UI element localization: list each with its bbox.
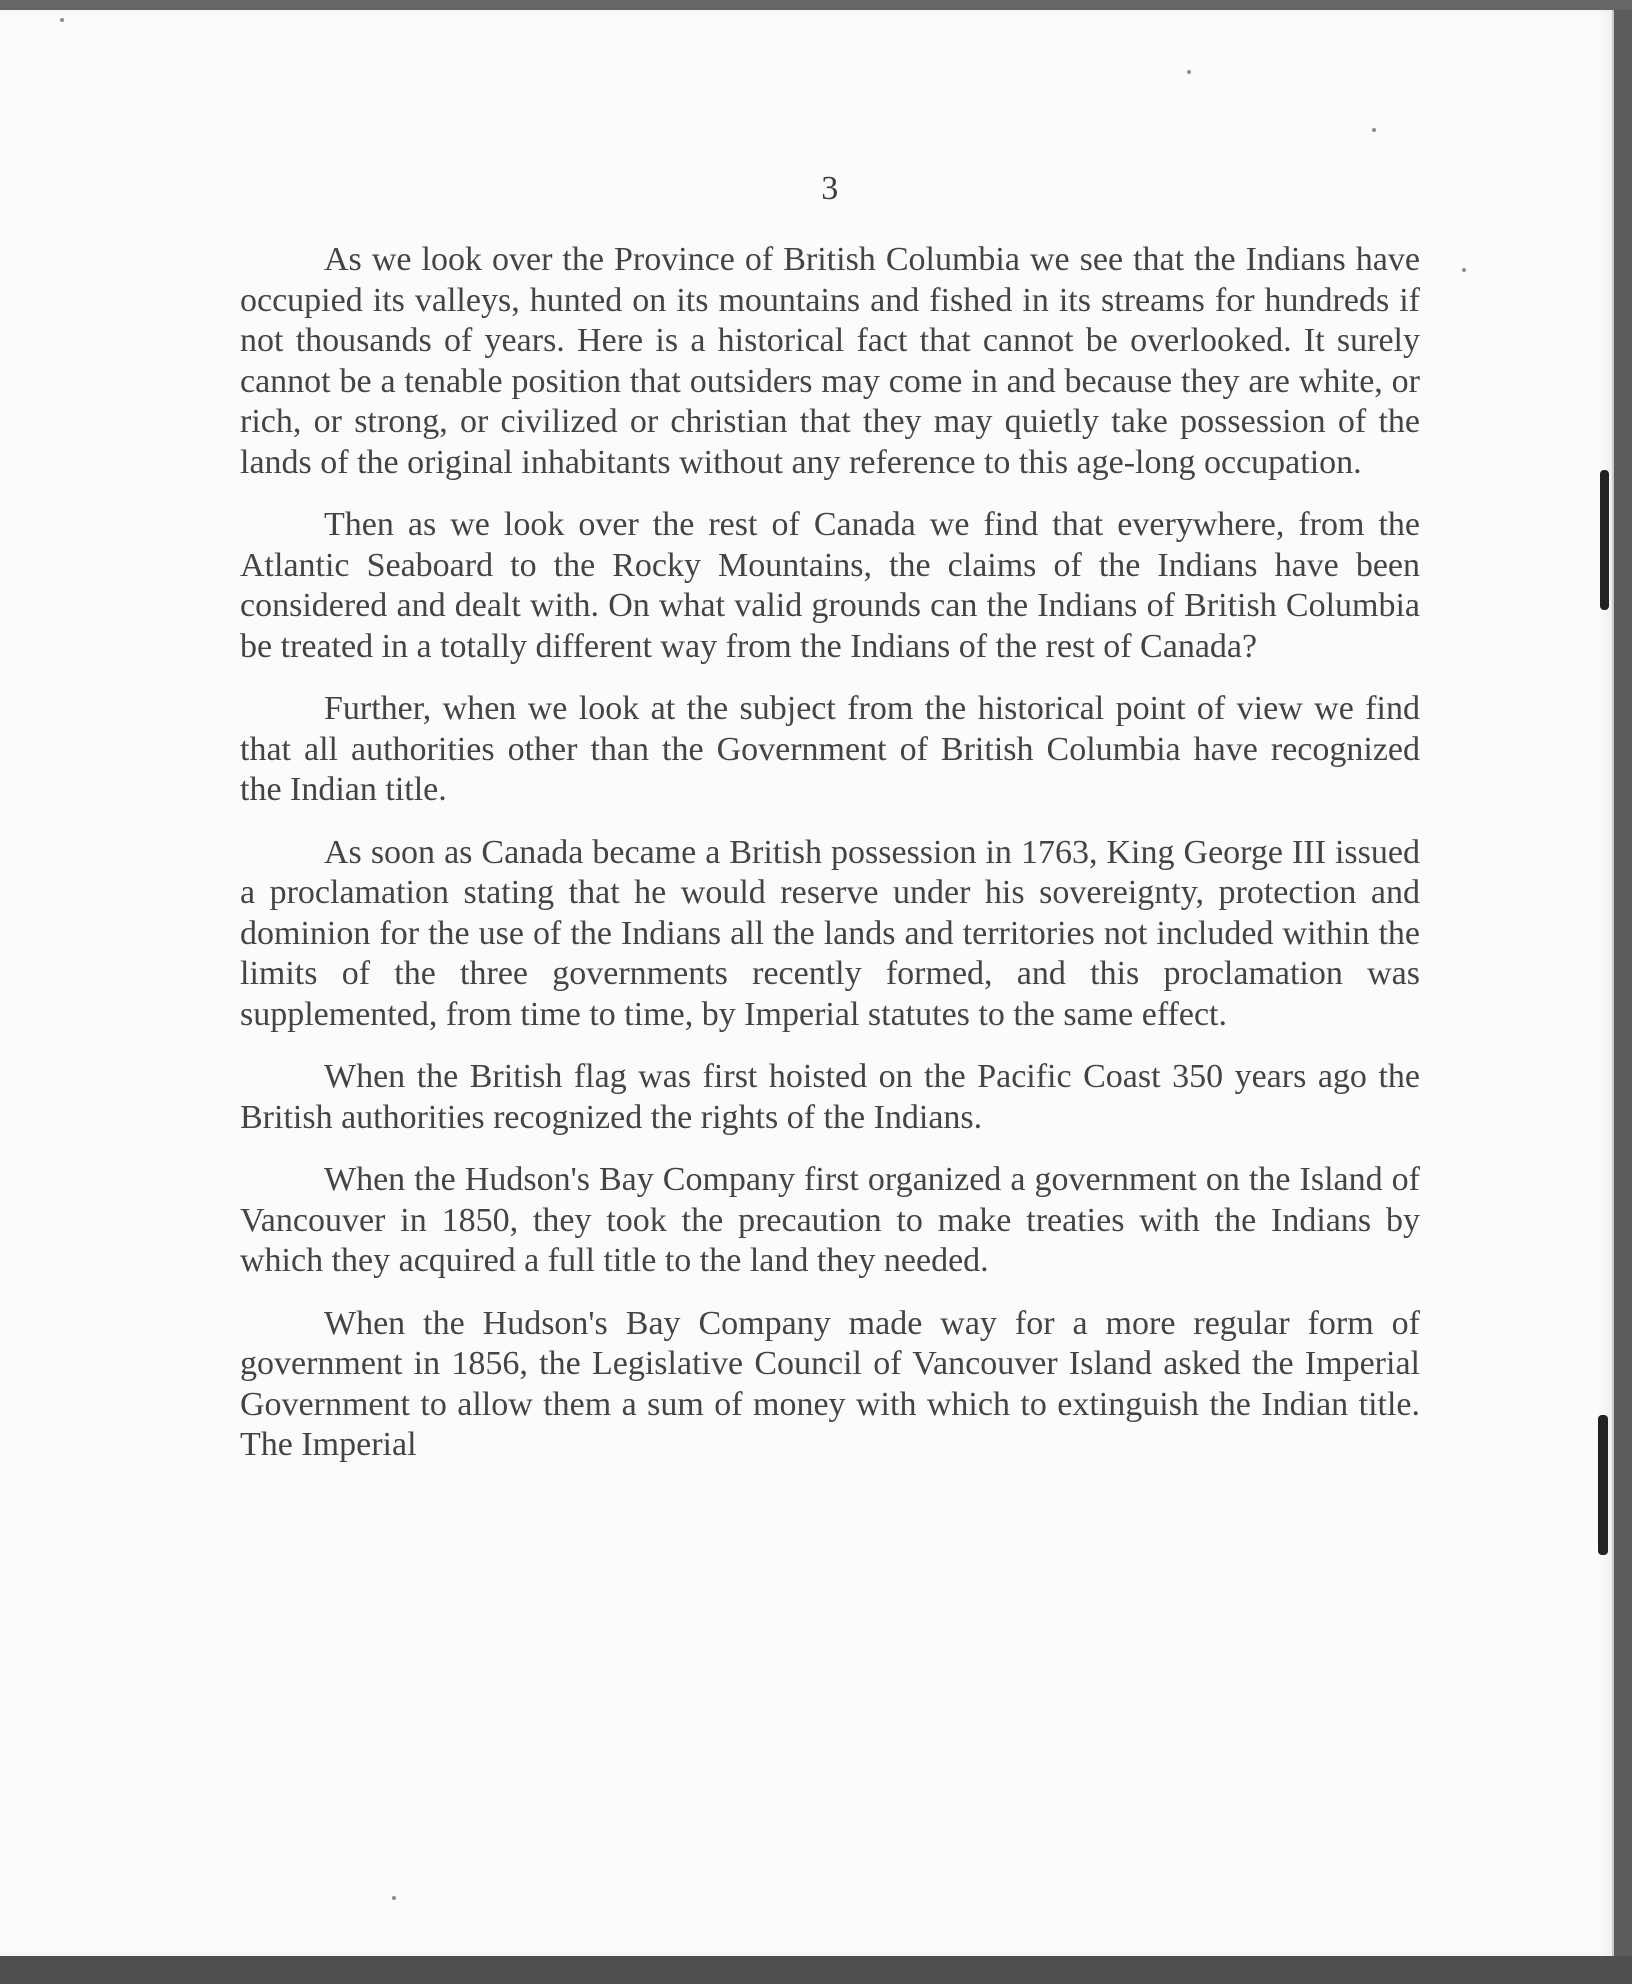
speck-4 <box>1462 268 1466 272</box>
body-text <box>240 240 1420 1488</box>
speck-2 <box>1187 70 1191 74</box>
paragraph-3: Further, when we look at the subject from the historical point of view we find that all authorities other than the Government of British Columbia have recognized the Indian title. <box>240 690 1420 808</box>
scan-mark-lower <box>1598 1415 1608 1555</box>
speck-1 <box>60 18 64 22</box>
scan-bottom-edge <box>0 1956 1632 1984</box>
paragraph-7: When the Hudson's Bay Company made way for a more regular form of government in 1856, the Legislative Council of Vancouver Island asked the Imperial Government to allow them a sum of money with which to extinguish the Indian title. The Imperial <box>240 1304 1420 1463</box>
paragraph-1: As we look over the Province of British Columbia we see that the Indians have occupied its valleys, hunted on its mountains and fished in its streams for hundreds if not thousands of years. Here is a historical fact that cannot be overlooked. It surely cannot be a tenable position that outsiders may come in and because they are white, or rich, or strong, or civilized or christian that they may quietly take possession of the lands of the original inhabitants without any reference to this age-long occupation. <box>240 241 1420 481</box>
paragraph-4: As soon as Canada became a British possession in 1763, King George III issued a proclamation stating that he would reserve under his sovereignty, protection and dominion for the use of the Indians all the lands and territories not included within the limits of the three governments recently formed, and this proclamation was supplemented, from time to time, by Imperial statutes to the same effect. <box>240 833 1420 1033</box>
speck-3 <box>1372 128 1376 132</box>
scan-top-edge <box>0 0 1632 10</box>
document-page <box>0 10 1614 1956</box>
speck-5 <box>392 1896 396 1900</box>
scan-mark-upper <box>1600 470 1609 610</box>
page-number: 3 <box>821 170 839 207</box>
paragraph-2: Then as we look over the rest of Canada we find that everywhere, from the Atlantic Seaboard to the Rocky Mountains, the claims of the Indians have been considered and dealt with. On what valid grounds can the Indians of British Columbia be treated in a totally different way from the Indians of the rest of Canada? <box>240 506 1420 665</box>
paragraph-6: When the Hudson's Bay Company first organized a government on the Island of Vancouver in 1850, they took the precaution to make treaties with the Indians by which they acquired a full title to the land they needed. <box>240 1161 1420 1279</box>
paragraph-5: When the British flag was first hoisted on the Pacific Coast 350 years ago the British authorities recognized the rights of the Indians. <box>240 1058 1420 1136</box>
